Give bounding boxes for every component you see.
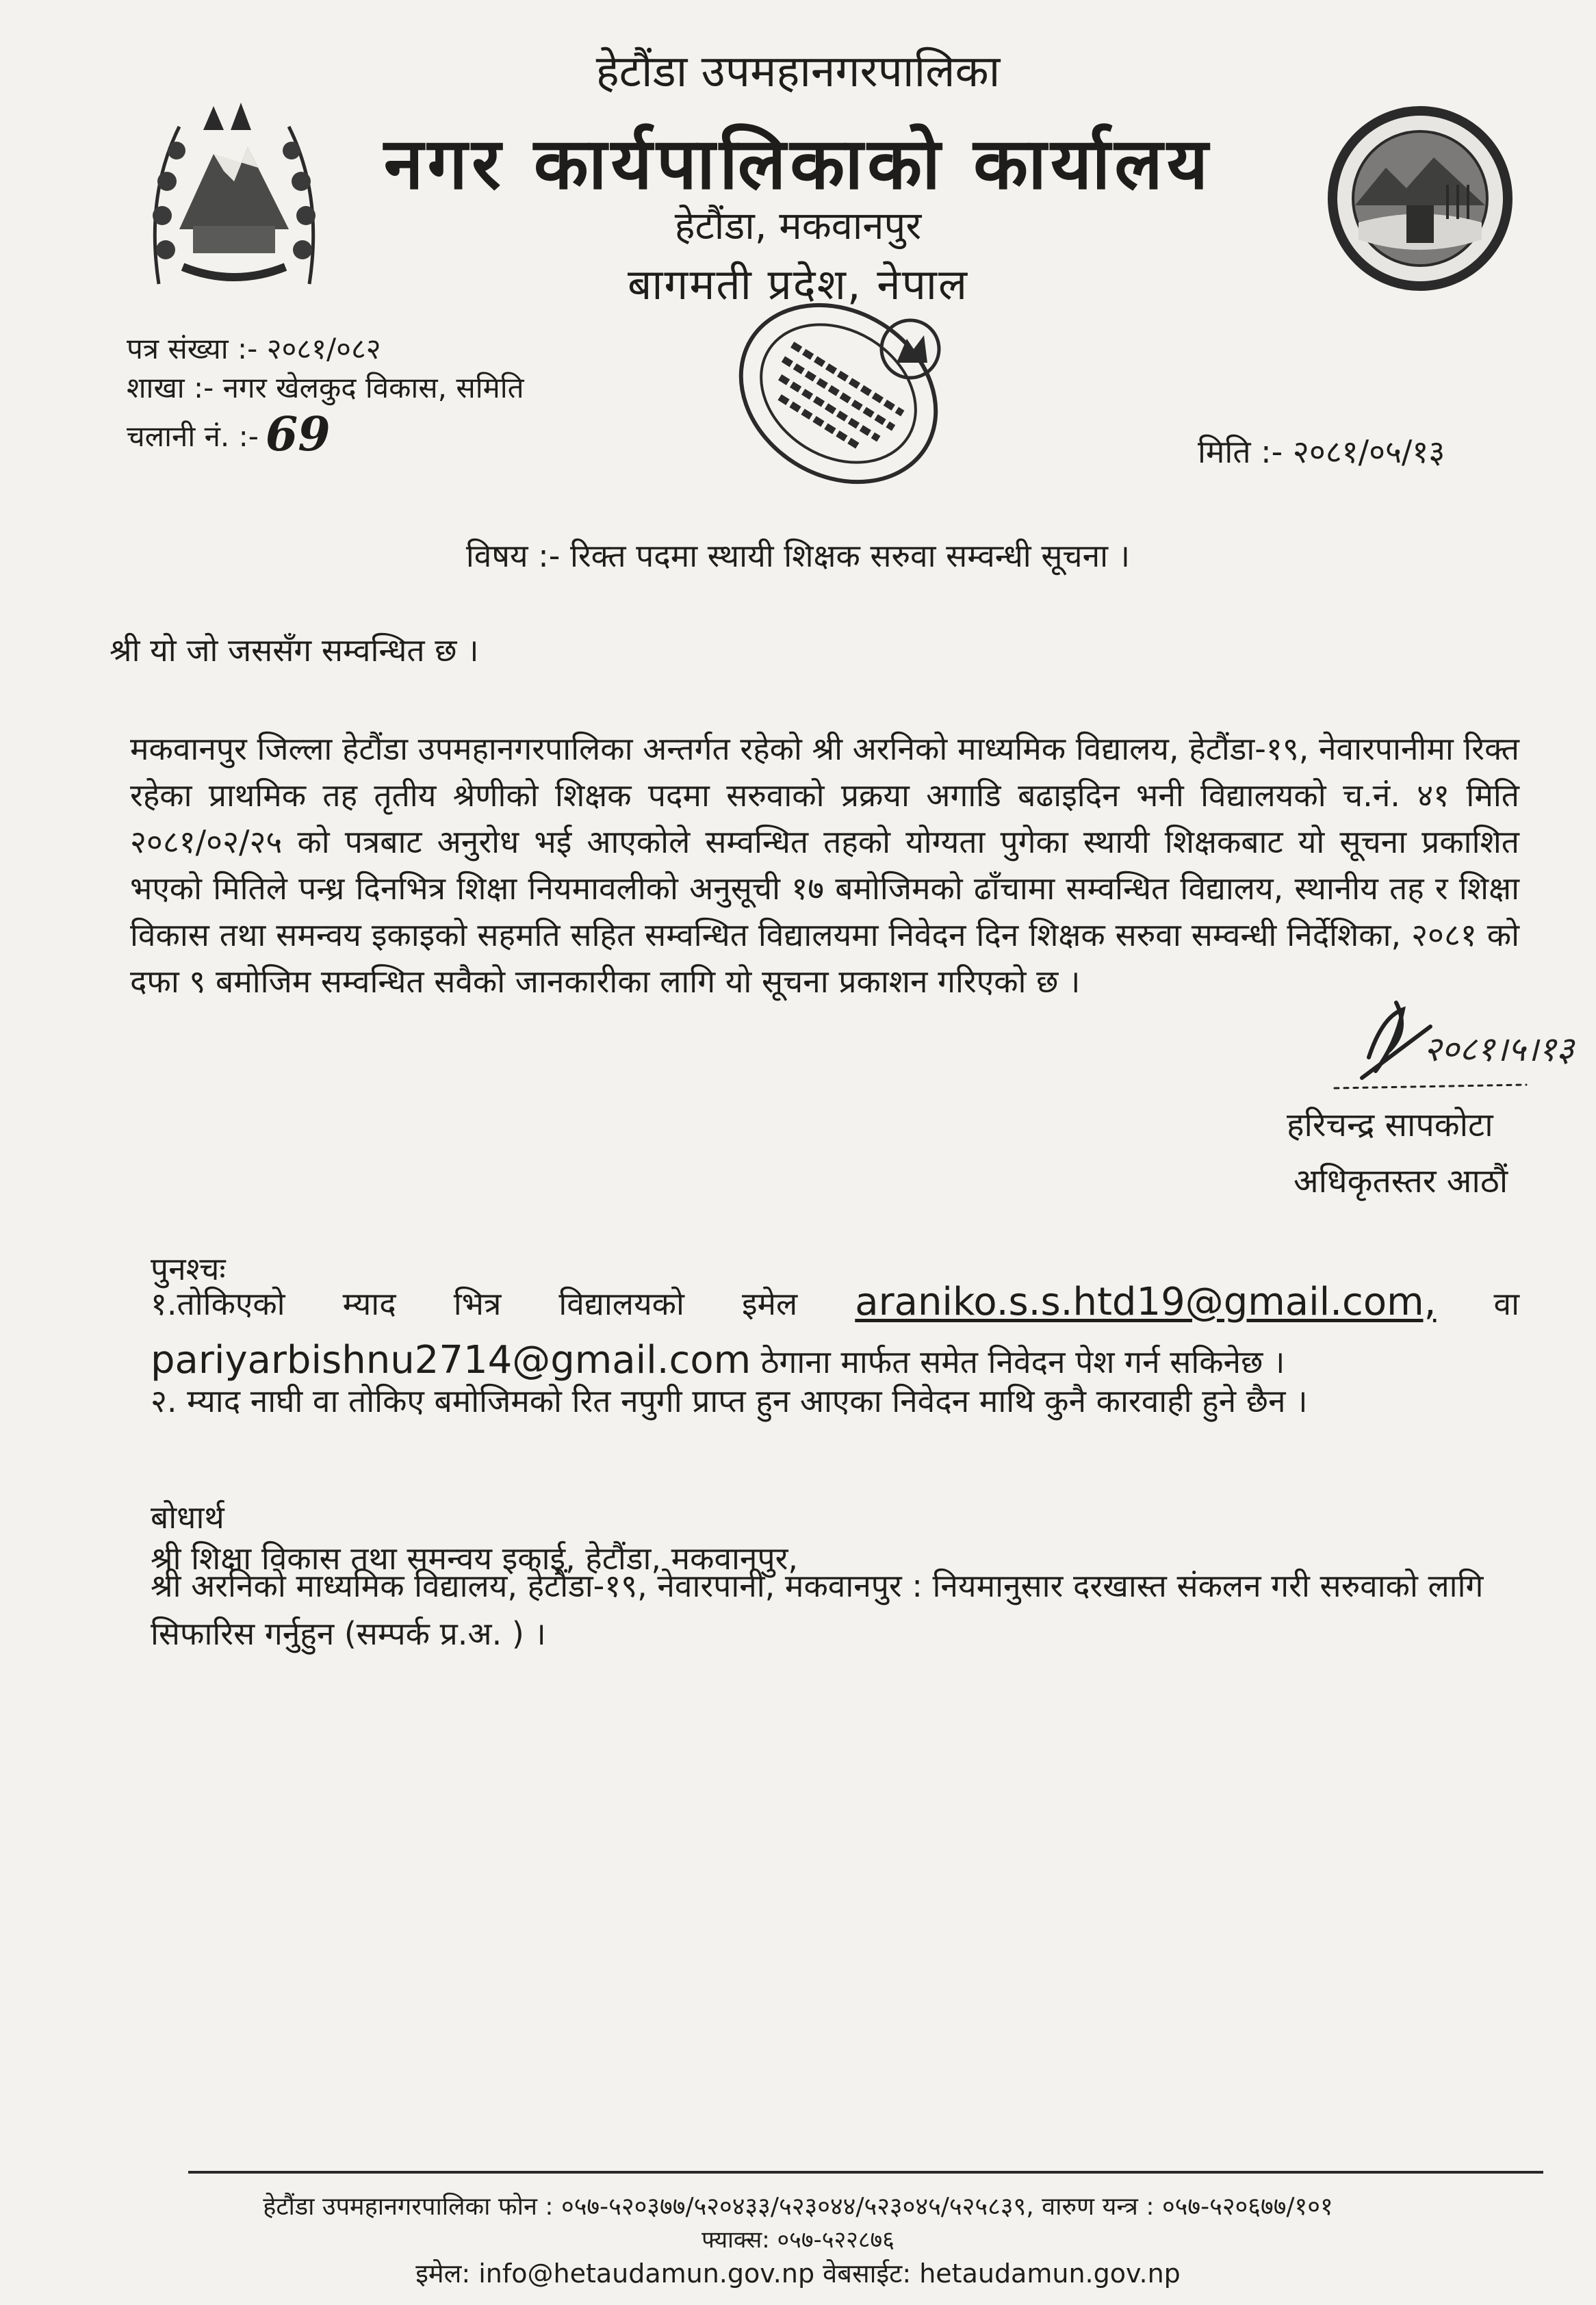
footer-email-web: इमेल: info@hetaudamun.gov.np वेबसाईट: hetaudamun.gov.np <box>415 2258 1181 2289</box>
footer-phone: हेटौंडा उपमहानगरपालिका फोन : ०५७-५२०३७७/५२०४३३/५२३०४४/५२३०४५/५२५८३९, वारुण यन्त्र : ०५७-५२०६७७/१०१ <box>263 2193 1333 2221</box>
postscript-item-2: २. म्याद नाघी वा तोकिए बमोजिमको रित नपुगी प्राप्त हुन आएका निवेदन माथि कुनै कारवाही हुने छैन । <box>151 1382 1308 1419</box>
cc-line-2: श्री अरनिको माध्यमिक विद्यालय, हेटौंडा-१९, नेवारपानी, मकवानपुर : नियमानुसार दरखास्त संकलन गरी सरुवाको लागि सिफारिस गर्नुहुन (सम्पर्क प्र.अ. ) । <box>151 1567 1484 1652</box>
postscript-heading: पुनश्चः <box>151 1250 226 1287</box>
dispatch-label: चलानी नं. :- <box>127 420 259 453</box>
letter-date: मिति :- २०८१/०५/१३ <box>1198 433 1445 470</box>
cc-heading: बोधार्थ <box>151 1499 224 1536</box>
ps-word: म्याद <box>342 1285 396 1322</box>
municipality-name: हेटौंडा उपमहानगरपालिका <box>595 47 1001 97</box>
dispatch-number-row <box>127 407 331 462</box>
nepal-emblem-icon <box>131 92 337 298</box>
signer-name: हरिचन्द्र सापकोटा <box>1287 1106 1493 1144</box>
school-email-link[interactable]: araniko.s.s.htd19@gmail.com, <box>855 1280 1437 1324</box>
subject-line: विषय :- रिक्त पदमा स्थायी शिक्षक सरुवा सम्वन्धी सूचना । <box>465 537 1131 574</box>
office-address: हेटौंडा, मकवानपुर <box>674 204 922 248</box>
ps-word: इमेल <box>741 1285 798 1322</box>
postscript-item-1-continued <box>151 1338 1285 1382</box>
letter-number: पत्र संख्या :- २०८१/०८२ <box>127 332 381 365</box>
municipality-logo-icon <box>1324 103 1516 294</box>
office-title: नगर कार्यपालिकाको कार्यालय <box>383 122 1213 205</box>
office-province: बागमती प्रदेश, नेपाल <box>627 259 969 309</box>
ps-word: विद्यालयको <box>558 1285 684 1322</box>
cc-line-1: श्री शिक्षा विकास तथा समन्वय इकाई, हेटौंडा, मकवानपुर, <box>151 1540 799 1577</box>
ps-item1-rest: ठेगाना मार्फत समेत निवेदन पेश गर्न सकिनेछ । <box>760 1343 1285 1380</box>
signer-title: अधिकृतस्तर आठौं <box>1293 1162 1508 1200</box>
ps-word: १.तोकिएको <box>151 1285 285 1322</box>
signature-date: २०८१।५।१३ <box>1424 1029 1574 1069</box>
branch-name: शाखा :- नगर खेलकुद विकास, समिति <box>127 371 524 404</box>
salutation: श्री यो जो जससँग सम्वन्धित छ । <box>110 632 479 669</box>
ps-word: भित्र <box>453 1285 502 1322</box>
postscript-item-1 <box>151 1280 1519 1324</box>
dispatch-number: 69 <box>265 407 331 462</box>
body-paragraph: मकवानपुर जिल्ला हेटौंडा उपमहानगरपालिका अन्तर्गत रहेको श्री अरनिको माध्यमिक विद्यालय, हेटौंडा-१९, नेवारपानीमा रिक्त रहेका प्राथमिक तह तृतीय श्रेणीको शिक्षक पदमा सरुवाको प्रक्रया अगाडि बढाइदिन भनी विद्यालयको च.नं. ४१ मिति २०८१/०२/२५ को पत्रबाट अनुरोध भई आएकोले सम्वन्धित तहको योग्यता पुगेका स्थायी शिक्षकबाट यो सूचना प्रकाशित भएको मितिले पन्ध्र दिनभित्र शिक्षा नियमावलीको अनुसूची १७ बमोजिमको ढाँचामा सम्वन्धित विद्यालय, स्थानीय तह र शिक्षा विकास तथा समन्वय इकाइको सहमति सहित सम्वन्धित विद्यालयमा निवेदन दिन शिक्षक सरुवा सम्वन्धी निर्देशिका, २०८१ को दफा ९ बमोजिम सम्वन्धित सवैको जानकारीका लागि यो सूचना प्रकाशन गरिएको छ । <box>130 730 1519 1000</box>
office-stamp-icon <box>712 281 965 506</box>
contact-email-link[interactable]: pariyarbishnu2714@gmail.com <box>151 1338 751 1382</box>
ps-or: वा <box>1493 1285 1519 1322</box>
footer-fax: फ्याक्स: ०५७-५२२८७६ <box>702 2226 894 2254</box>
footer-divider <box>188 2171 1543 2174</box>
signature-icon <box>1293 989 1596 1112</box>
